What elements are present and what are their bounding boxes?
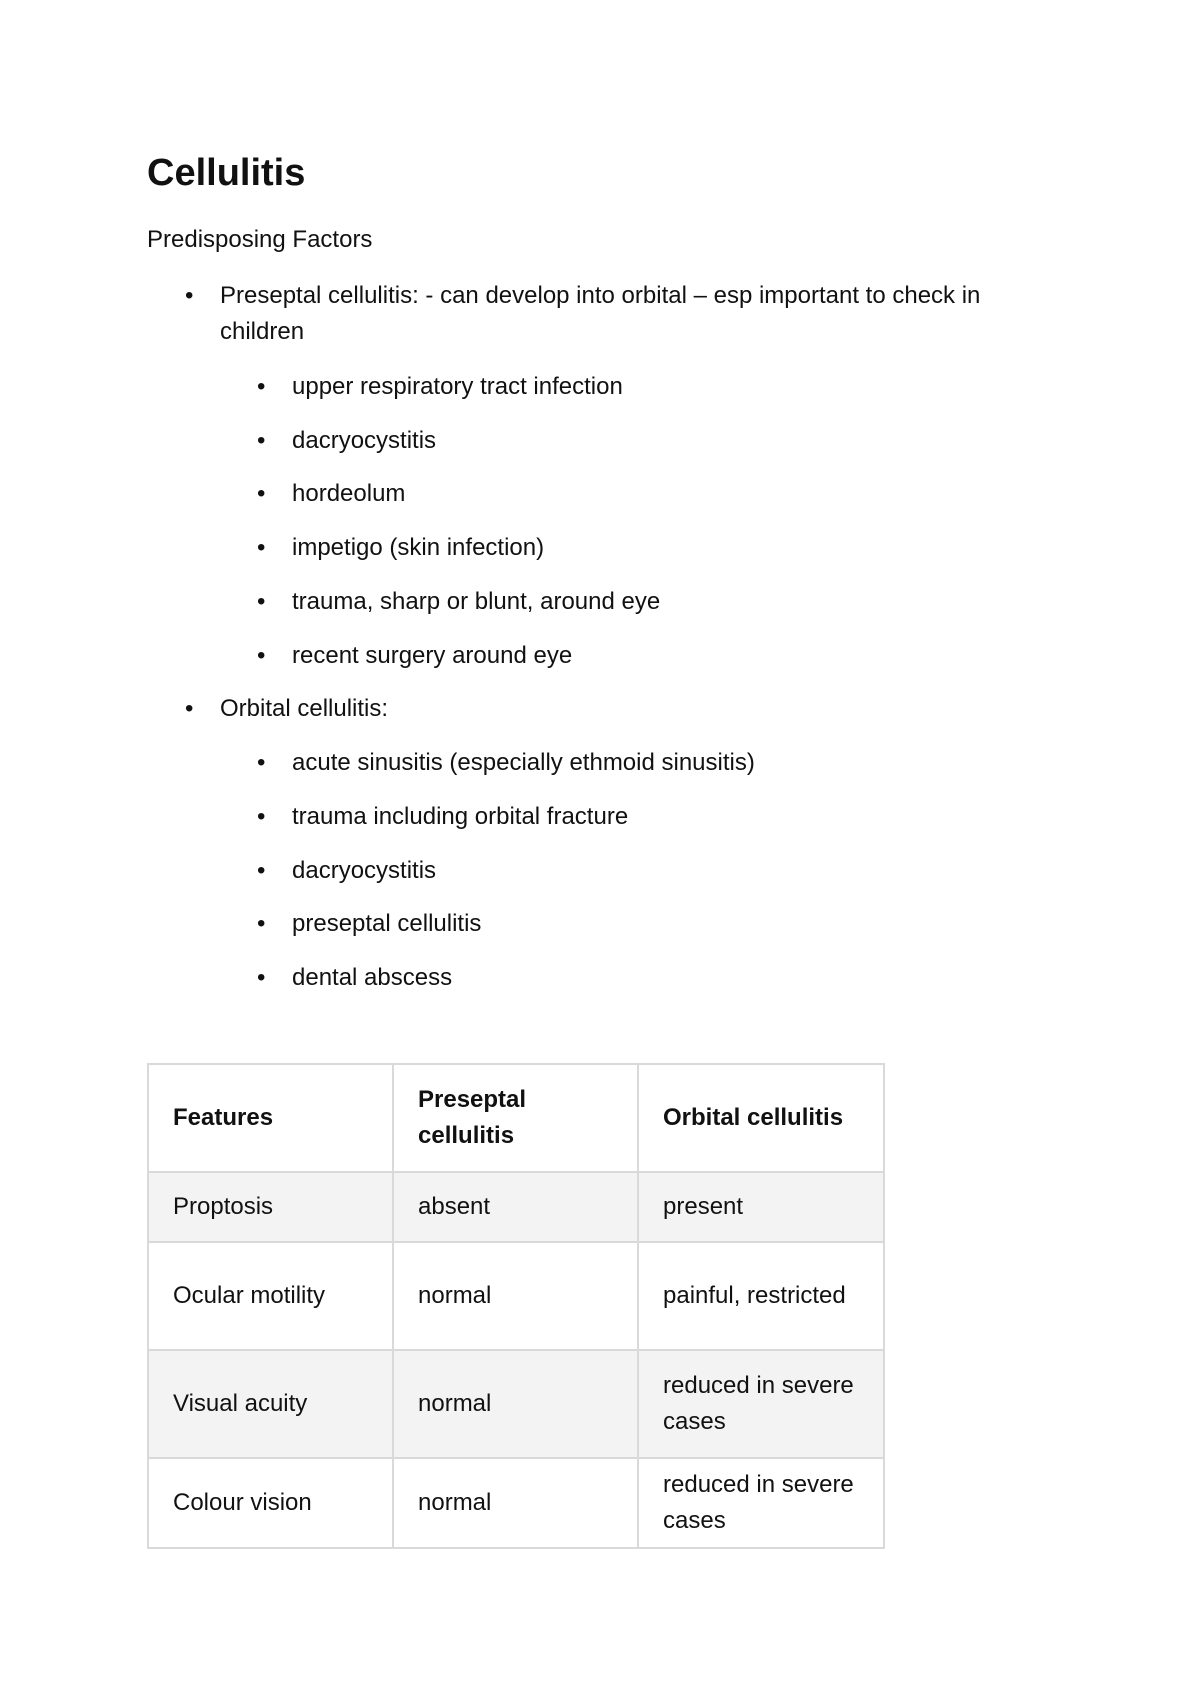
bullet-icon: •: [257, 749, 266, 776]
bullet-icon: •: [257, 427, 266, 454]
bullet-icon: •: [257, 642, 266, 669]
list-item-label: Preseptal cellulitis: - can develop into orbital – esp important to check in children: [220, 282, 981, 345]
list-item-label: preseptal cellulitis: [292, 910, 482, 937]
section-heading-predisposing-factors: Predisposing Factors: [147, 226, 373, 253]
list-item-label: hordeolum: [292, 480, 406, 507]
table-cell: reduced in severe cases: [638, 1458, 884, 1548]
bullet-icon: •: [257, 588, 266, 615]
bullet-icon: •: [257, 964, 266, 991]
table-cell: Ocular motility: [148, 1242, 393, 1350]
table-cell: painful, restricted: [638, 1242, 884, 1350]
list-item-label: Orbital cellulitis:: [220, 695, 389, 722]
list-item-label: acute sinusitis (especially ethmoid sinusitis): [292, 749, 755, 776]
list-item-label: recent surgery around eye: [292, 642, 573, 669]
table-cell: Proptosis: [148, 1172, 393, 1242]
bullet-icon: •: [257, 803, 266, 830]
list-item-label: impetigo (skin infection): [292, 534, 545, 561]
bullet-icon: •: [185, 695, 194, 722]
list-item-label: dacryocystitis: [292, 857, 437, 884]
list-item-label: trauma including orbital fracture: [292, 803, 629, 830]
table-cell: Colour vision: [148, 1458, 393, 1548]
table-cell: normal: [393, 1242, 638, 1350]
table-header-cell: Preseptal cellulitis: [393, 1064, 638, 1172]
table-cell: reduced in severe cases: [638, 1350, 884, 1458]
document-title: Cellulitis: [147, 152, 306, 194]
table-header-row: [148, 1064, 884, 1172]
bullet-icon: •: [257, 373, 266, 400]
comparison-table: [147, 1063, 885, 1549]
list-item-label: trauma, sharp or blunt, around eye: [292, 588, 661, 615]
list-item-label: dental abscess: [292, 964, 453, 991]
list-item-label: upper respiratory tract infection: [292, 373, 623, 400]
table-cell: normal: [393, 1350, 638, 1458]
bullet-icon: •: [257, 480, 266, 507]
list-item-label: dacryocystitis: [292, 427, 437, 454]
table-header-cell: Orbital cellulitis: [638, 1064, 884, 1172]
bullet-icon: •: [185, 282, 194, 309]
bullet-icon: •: [257, 910, 266, 937]
table-header-cell: Features: [148, 1064, 393, 1172]
table-row: [148, 1458, 884, 1548]
table-cell: present: [638, 1172, 884, 1242]
table-cell: absent: [393, 1172, 638, 1242]
table-row: [148, 1172, 884, 1242]
table-row: [148, 1242, 884, 1350]
bullet-icon: •: [257, 857, 266, 884]
table-row: [148, 1350, 884, 1458]
table-cell: normal: [393, 1458, 638, 1548]
table-cell: Visual acuity: [148, 1350, 393, 1458]
bullet-icon: •: [257, 534, 266, 561]
